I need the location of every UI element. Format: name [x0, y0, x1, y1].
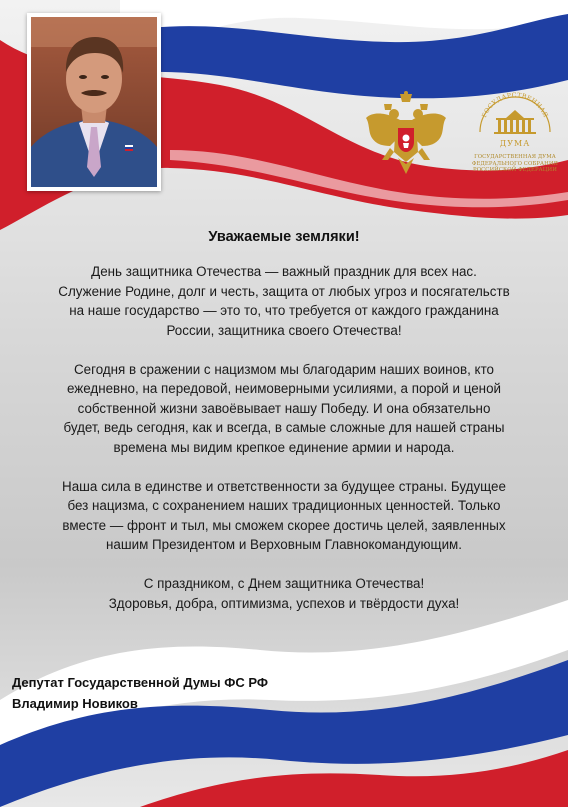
text-line: на наше государство — это то, что требуется от каждого гражданина	[69, 303, 499, 318]
text-line: нашим Президентом и Верховным Главнокомандующим.	[106, 537, 462, 552]
text-line: Здоровья, добра, оптимизма, успехов и твёрдости духа!	[108, 595, 460, 611]
text-line: вместе — фронт и тыл, мы сможем скорее достичь целей, заявленных	[62, 517, 506, 533]
portrait-frame	[27, 13, 161, 191]
duma-logo-word: ДУМА	[499, 139, 531, 148]
text-line: Сегодня в сражении с нацизмом мы благодарим наших воинов, кто	[73, 361, 494, 377]
portrait-photo	[31, 17, 157, 187]
text-line: России, защитника своего Отечества!	[166, 322, 402, 338]
text-line: С праздником, с Днем защитника Отечества!	[143, 576, 425, 591]
duma-logo-arc-text: ГОСУДАРСТВЕННАЯ	[481, 91, 550, 119]
text-line: Наша сила в единстве и ответственности за будущее страны. Будущее	[62, 478, 506, 494]
greeting-heading: Уважаемые земляки!	[208, 229, 360, 245]
text-line: ежедневно, на передовой, неимоверными усилиями, а порой и ценой	[66, 381, 501, 396]
text-line: без нацизма, с сохранением наших традиционных ценностей. Только	[67, 498, 501, 513]
letter-body	[40, 262, 528, 633]
duma-caption	[468, 154, 562, 174]
text-line: времена мы видим крепкое единение армии и народа.	[113, 439, 455, 455]
text-line: Служение Родине, долг и честь, защита от любых угроз и посягательств	[58, 283, 510, 299]
paragraph	[40, 574, 528, 613]
signature-name: Владимир Новиков	[12, 696, 138, 711]
duma-caption-line: РОССИЙСКОЙ ФЕДЕРАЦИИ	[473, 167, 557, 173]
text-line: собственной жизни завоёвывает нашу Победу. И она обязательно	[77, 400, 491, 416]
duma-caption-line: ГОСУДАРСТВЕННАЯ ДУМА	[474, 154, 556, 160]
signature-position: Депутат Государственной Думы ФС РФ	[12, 675, 268, 690]
paragraph	[40, 477, 528, 555]
duma-caption-line: ФЕДЕРАЛЬНОГО СОБРАНИЯ	[472, 160, 558, 167]
text-line: будет, ведь сегодня, как и всегда, в самые сложные для нашей страны	[63, 420, 505, 435]
paragraph	[40, 262, 528, 340]
signature	[12, 672, 268, 714]
double-headed-eagle-emblem	[362, 90, 450, 178]
paragraph	[40, 360, 528, 458]
text-line: День защитника Отечества — важный праздник для всех нас.	[91, 264, 477, 279]
